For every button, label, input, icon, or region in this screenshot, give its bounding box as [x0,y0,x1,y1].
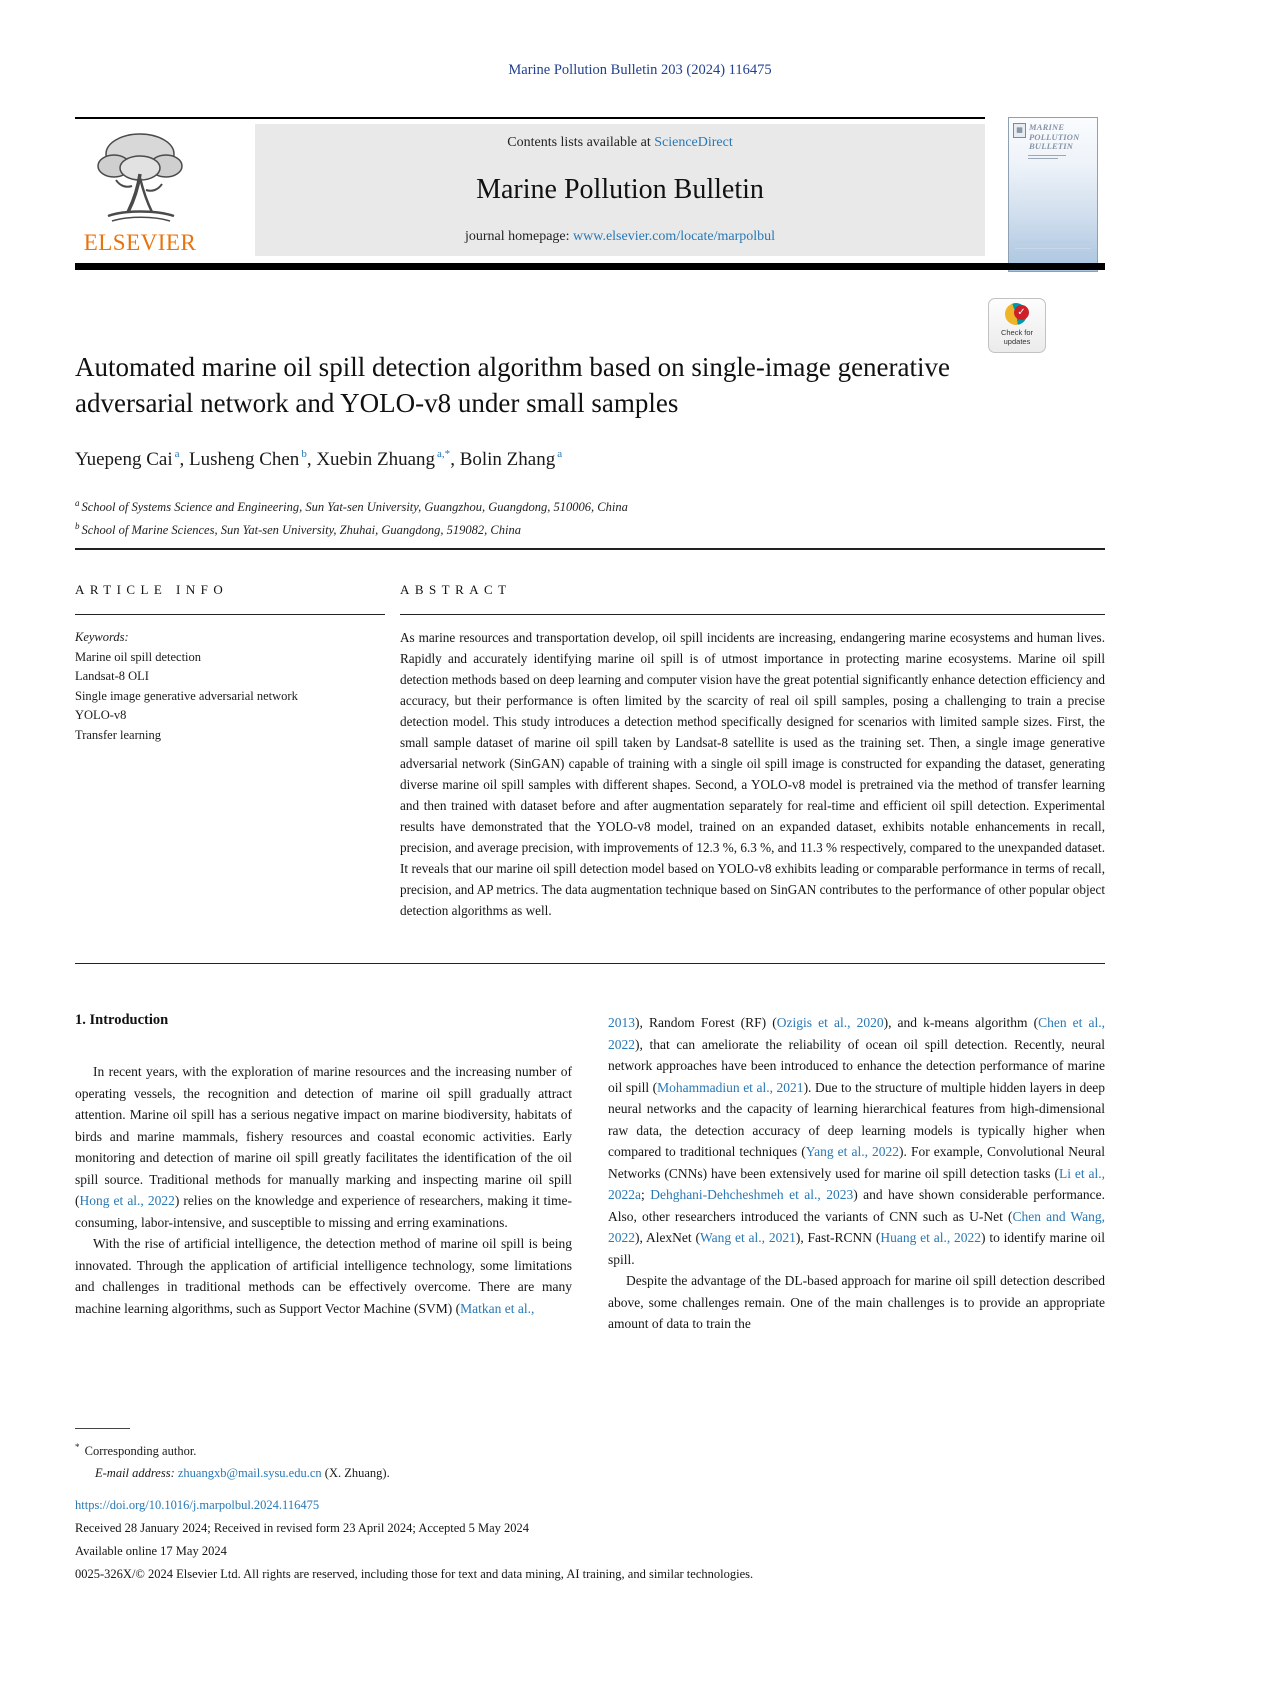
keywords-label: Keywords: [75,630,129,644]
homepage-line [465,229,775,245]
elsevier-logo [75,124,205,256]
abstract-heading: ABSTRACT [400,582,512,597]
keyword-item: YOLO-v8 [75,708,127,722]
citation-link[interactable]: Li et al., 2022a [608,1165,1106,1202]
citation-link[interactable]: zhuangxb@mail.sysu.edu.cn [177,1466,322,1480]
citation-link[interactable]: Ozigis et al., 2020 [776,1015,884,1030]
citation-link[interactable]: 2013 [608,1015,635,1030]
intro-left-column [75,1012,572,1319]
paragraph: Despite the advantage of the DL-based approach for marine oil spill detection described above, some challenges remain. One of the main challenges is to provide an appropriate amount of data to train the [608,1273,1105,1331]
citation-link[interactable]: Chen and Wang, 2022 [608,1208,1105,1245]
thick-divider [75,263,1105,270]
cover-subtext [1028,155,1093,159]
email-line: E-mail address: zhuangxb@mail.sysu.edu.cn (X. Zhuang). [95,1466,390,1480]
homepage-link[interactable]: www.elsevier.com/locate/marpolbul [573,229,776,244]
journal-reference: Marine Pollution Bulletin 203 (2024) 116475 [508,62,772,78]
keyword-item: Marine oil spill detection [75,649,202,664]
corresponding-author-note: * Corresponding author. [75,1442,197,1458]
doi-link[interactable]: https://doi.org/10.1016/j.marpolbul.2024.116475 [75,1498,320,1512]
cover-logo-icon: ▦ [1013,123,1026,138]
citation-link[interactable]: Wang et al., 2021 [700,1230,796,1245]
badge-label: Check for updates [1000,328,1034,346]
paragraph: With the rise of artificial intelligence, the detection method of marine oil spill is being innovated. Through the application of artificial intelligence technology, some limitations and challenges in traditional methods can be effectively overcome. There are many machine learning algorithms, such as Support Vector Machine (SVM) (Matkan et al., [75,1236,572,1316]
intro-right-column [608,1012,1105,1335]
affiliation-a: $^a$ School of Systems Science and Engineering, Sun Yat-sen University, Guangzhou, Guangdong, 510006, China [75,498,628,514]
author-list: Yuepeng Cai $^a$, Lusheng Chen $^b$, Xuebin Zhuang $^{a,*}$, Bolin Zhang $^a$ [75,448,563,470]
section-heading-introduction: 1. Introduction [75,1012,169,1028]
journal-title: Marine Pollution Bulletin [476,174,764,205]
elsevier-tree-icon [88,128,192,228]
issn-copyright: 0025-326X/© 2024 Elsevier Ltd. All rights are reserved, including those for text and data mining, AI training, and similar technologies. [75,1567,754,1581]
citation-link[interactable]: Hong et al., 2022 [79,1193,175,1208]
available-online: Available online 17 May 2024 [75,1544,227,1558]
citation-link[interactable]: Matkan et al., [460,1300,535,1316]
masthead-box [255,124,985,256]
sciencedirect-link[interactable]: ScienceDirect [654,135,733,150]
cover-title: MARINE POLLUTION BULLETIN [1029,122,1080,152]
footnote-rule [75,1428,130,1429]
article-info-heading: ARTICLE INFO [75,582,229,597]
affiliation-b: $^b$ School of Marine Sciences, Sun Yat-sen University, Zhuhai, Guangdong, 519082, China [75,521,521,537]
article-info-rule [75,614,385,615]
elsevier-wordmark: ELSEVIER [83,230,197,255]
cover-wave-line2 [1015,248,1091,249]
keyword-item: Landsat-8 OLI [75,669,149,683]
abstract-rule [400,614,1105,615]
citation-link[interactable]: Mohammadiun et al., 2021 [657,1079,804,1095]
contents-prefix: Contents lists available at [507,135,655,150]
citation-link[interactable]: Yang et al., 2022 [805,1144,900,1159]
citation-link[interactable]: Dehghani-Dehcheshmeh et al., 2023 [650,1187,854,1202]
divider-body-top [75,963,1105,964]
paragraph: 2013), Random Forest (RF) (Ozigis et al., 2020), and k-means algorithm (Chen et al., 2022), that can ameliorate the reliability of ocean oil spill detection. Recently, neural network approaches have been introduced to enhance the detection performance of marine oil spill (Mohammadiun et al., 2021). Due to the structure of multiple hidden layers in deep neural networks and the capacity of learning hierarchical features from high-dimensional raw data, the detection accuracy of deep learning models is typically higher when compared to traditional techniques (Yang et al., 2022). For example, Convolutional Neural Networks (CNNs) have been extensively used for marine oil spill detection tasks (Li et al., 2022a; Dehghani-Dehcheshmeh et al., 2023) and have shown considerable performance. Also, other researchers introduced the variants of CNN such as U-Net (Chen and Wang, 2022), AlexNet (Wang et al., 2021), Fast-RCNN (Huang et al., 2022) to identify marine oil spill. [608,1015,1106,1267]
check-for-updates-badge[interactable] [988,298,1046,353]
article-info-column [75,582,385,745]
footer-block [75,1494,1105,1586]
citation-link[interactable]: Chen et al., 2022 [608,1015,1106,1052]
crossmark-icon: ✓ [1005,303,1029,327]
cover-wave-line [1015,242,1091,243]
abstract-text: As marine resources and transportation develop, oil spill incidents are increasing, endangering marine ecosystems and human lives. Rapidly and accurately identifying marine oil spill is of utmost importance in protecting marine ecosystems. Marine oil spill detection methods based on deep learning and computer vision have the great potential significantly enhance detection efficiency and accuracy, but their performance is often limited by the scarcity of real oil spill samples, posing a challenging to train a precise detection model. This study introduces a detection method specifically designed for scenarios with limited sample sizes. First, the small sample dataset of marine oil spill taken by Landsat-8 satellite is used as the training set. Then, a single image generative adversarial network (SinGAN) capable of training with a single oil spill image is constructed for expanding the dataset, generating diverse marine oil spill samples with different shapes. Second, a YOLO-v8 model is pretrained via the method of transfer learning and then trained with dataset before and after augmentation separately for real-time and efficient oil spill detection. Experimental results have demonstrated that the YOLO-v8 model, trained on an expanded dataset, exhibits notable enhancements in recall, precision, and average precision, with improvements of 12.3 %, 6.3 %, and 11.3 % respectively, compared to the unexpanded dataset. It reveals that our marine oil spill detection model based on YOLO-v8 exhibits leading or comparable performance in terms of recall, precision, and AP metrics. The data augmentation technique based on SinGAN contributes to the performance of other popular object detection algorithms as well. [400,630,1105,918]
keyword-item: Single image generative adversarial network [75,688,298,703]
divider-info-top [75,548,1105,550]
abstract-column [400,582,1105,921]
divider-top [75,117,985,119]
article-title: Automated marine oil spill detection algorithm based on single-image generative adversarial network and YOLO-v8 under small samples [75,352,950,418]
homepage-prefix: journal homepage: [464,229,574,244]
keyword-item: Transfer learning [75,727,161,742]
contents-line [507,135,733,151]
affiliations [75,494,1075,540]
footnote-block [75,1436,775,1484]
received-dates: Received 28 January 2024; Received in revised form 23 April 2024; Accepted 5 May 2024 [75,1521,530,1535]
journal-cover-thumbnail [1008,117,1098,272]
paragraph: In recent years, with the exploration of marine resources and the increasing number of operating vessels, the recognition and detection of marine oil spill gradually attract attention. Marine oil spill has a serious negative impact on marine biodiversity, habitats of birds and marine mammals, fishery resources and coastal economic activities. Early monitoring and detection of marine oil spill greatly facilitates the identification of the oil spill source. Traditional methods for manually marking and inspecting marine oil spill (Hong et al., 2022) relies on the knowledge and experience of researchers, making it time-consuming, labor-intensive, and susceptible to missing and erring examinations. [75,1064,572,1230]
citation-link[interactable]: Huang et al., 2022 [880,1230,982,1245]
